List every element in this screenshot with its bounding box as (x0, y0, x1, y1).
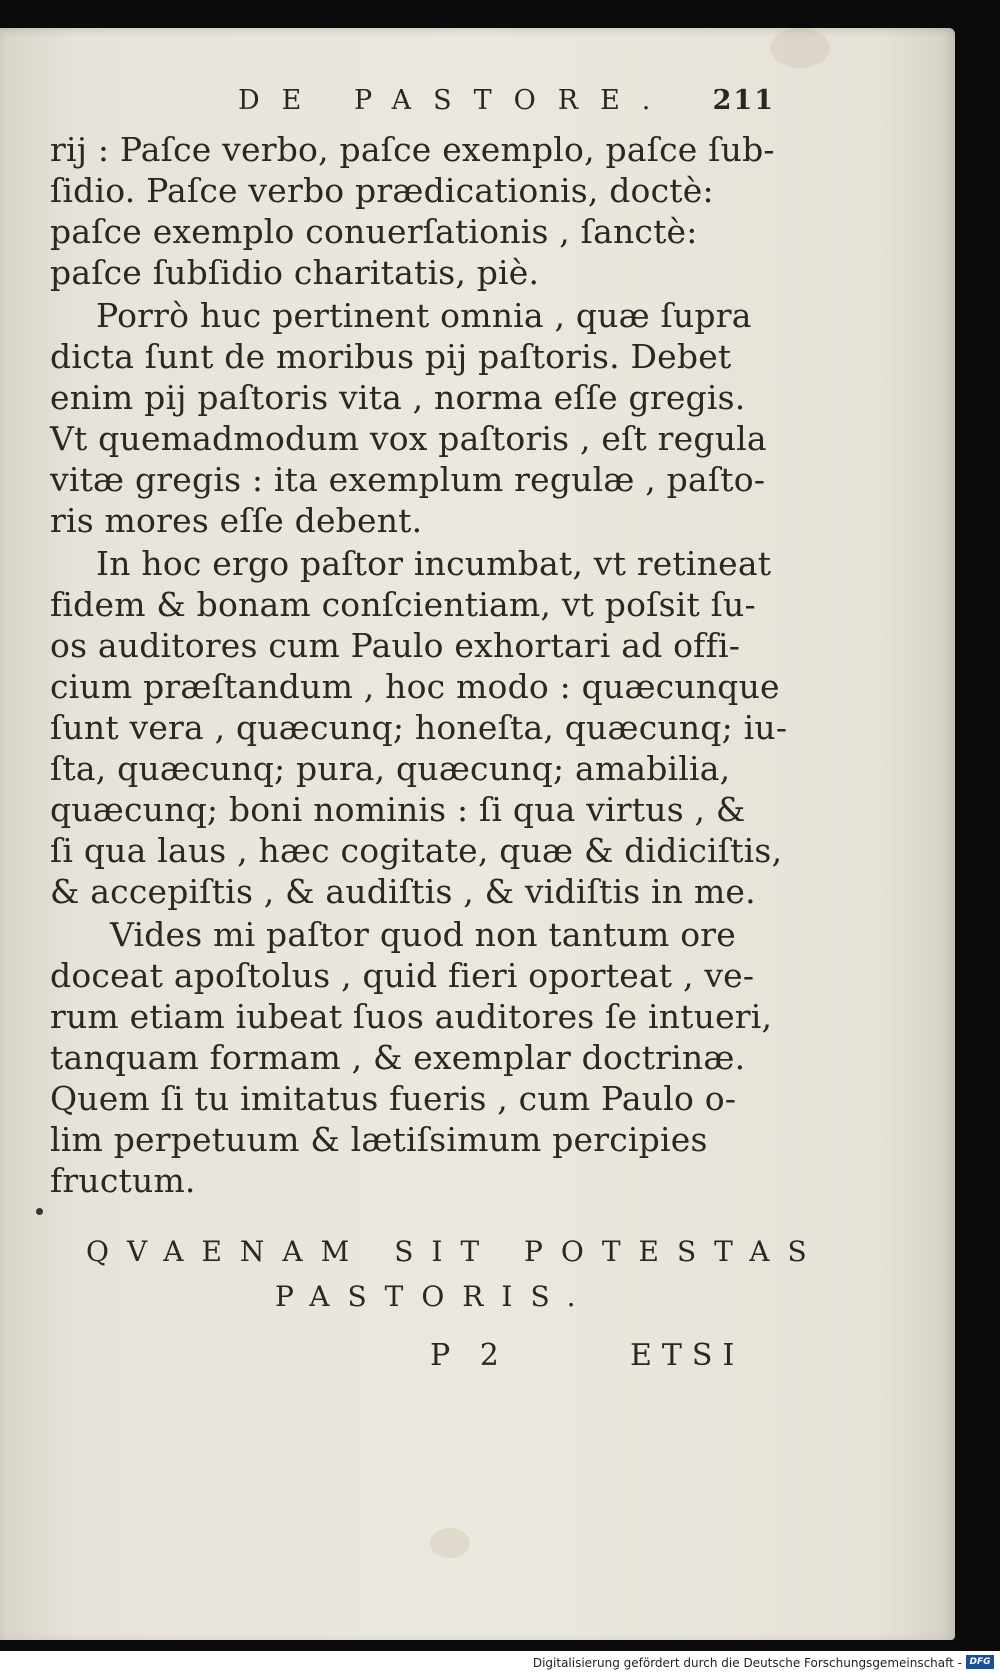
text-line: ris mores eſſe debent. (50, 501, 423, 540)
dfg-logo-icon: DFG (966, 1655, 994, 1669)
text-line: ſi qua laus , hæc cogitate, quæ & didiciſtis, (50, 831, 783, 870)
text-line: lim perpetuum & lætiſsimum percipies (50, 1120, 708, 1159)
section-heading-line-2: PASTORIS. (275, 1280, 594, 1313)
text-line: dicta ſunt de moribus pij paſtoris. Debet (50, 337, 732, 376)
running-head (238, 85, 775, 129)
text-line: Quem ſi tu imitatus fueris , cum Paulo o- (50, 1079, 737, 1118)
text-line: cium præſtandum , hoc modo : quæcunque (50, 667, 780, 706)
page-number: 211 (712, 85, 775, 116)
text-line: fidem & bonam conſcientiam, vt poſsit ſu- (50, 585, 756, 624)
signature-mark: P 2 (430, 1338, 509, 1373)
text-line: os auditores cum Paulo exhortari ad offi- (50, 626, 741, 665)
text-line: In hoc ergo paſtor incumbat, vt retineat (96, 544, 772, 583)
text-line: & accepiſtis , & audiſtis , & vidiſtis in me. (50, 872, 756, 911)
text-line: ſta, quæcunq; pura, quæcunq; amabilia, (50, 749, 731, 788)
running-head-title: DE PASTORE. (238, 85, 673, 116)
text-line: Vides mi paſtor quod non tantum ore (110, 915, 737, 954)
text-line: enim pij paſtoris vita , norma eſſe gregis. (50, 378, 746, 417)
paper-stain (770, 28, 830, 68)
paper-stain (430, 1528, 470, 1558)
section-heading-line-1: QVAENAM SIT POTESTAS (86, 1235, 825, 1268)
text-line: ſidio. Paſce verbo prædicationis, doctè: (50, 171, 714, 210)
text-line: rij : Paſce verbo, paſce exemplo, paſce ſub- (50, 130, 775, 169)
text-line: rum etiam iubeat ſuos auditores ſe intueri, (50, 997, 773, 1036)
text-line: doceat apoſtolus , quid fieri oporteat , ve- (50, 956, 755, 995)
text-line: tanquam formam , & exemplar doctrinæ. (50, 1038, 746, 1077)
text-line: Porrò huc pertinent omnia , quæ ſupra (96, 296, 752, 335)
ink-dot (36, 1208, 43, 1215)
text-line: paſce ſubſidio charitatis, piè. (50, 253, 540, 292)
footer-bar (0, 1651, 1000, 1673)
text-line: Vt quemadmodum vox paſtoris , eſt regula (50, 419, 767, 458)
text-line: fructum. (50, 1161, 196, 1200)
text-line: quæcunq; boni nominis : ſi qua virtus , & (50, 790, 746, 829)
text-line: paſce exemplo conuerſationis , ſanctè: (50, 212, 698, 251)
text-line: ſunt vera , quæcunq; honeſta, quæcunq; iu- (50, 708, 788, 747)
text-line: vitæ gregis : ita exemplum regulæ , paſto- (50, 460, 766, 499)
catchword: ETSI (630, 1338, 745, 1373)
funding-credit: Digitalisierung gefördert durch die Deutsche Forschungsgemeinschaft - (532, 1656, 962, 1670)
